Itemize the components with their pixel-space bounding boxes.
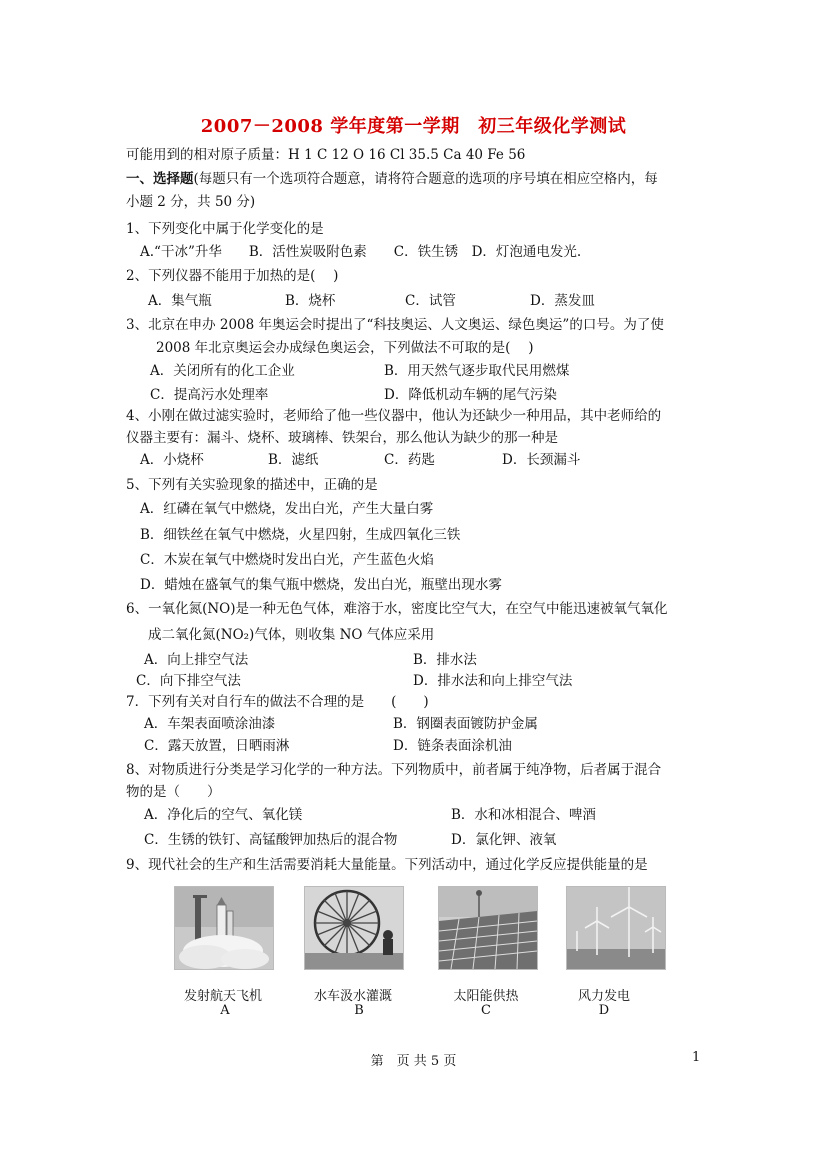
page-footer: 第 页 共 5 页 bbox=[370, 1054, 457, 1069]
q3-option-a: A．关闭所有的化工企业 bbox=[150, 363, 295, 379]
q6-option-b: B．排水法 bbox=[413, 652, 477, 668]
q2-option-b: B．烧杯 bbox=[285, 293, 336, 309]
q3-stem-line1: 3、北京在申办 2008 年奥运会时提出了“科技奥运、人文奥运、绿色奥运”的口号。为了使 bbox=[126, 317, 664, 333]
q4-option-a: A．小烧杯 bbox=[140, 452, 204, 468]
q6-option-a: A．向上排空气法 bbox=[144, 652, 249, 668]
q8-stem-line2: 物的是（ ） bbox=[126, 784, 221, 800]
section1-heading: 一、选择题 bbox=[126, 171, 194, 187]
q5-option-b: B．细铁丝在氧气中燃烧，火星四射，生成四氧化三铁 bbox=[140, 527, 461, 543]
q9-letter-a: A bbox=[220, 1003, 230, 1018]
q6-option-c: C．向下排空气法 bbox=[136, 673, 241, 689]
q2-option-c: C．试管 bbox=[405, 293, 456, 309]
q1-options: A.“干冰”升华 B．活性炭吸附色素 C．铁生锈 D．灯泡通电发光. bbox=[140, 244, 582, 260]
q5-stem: 5、下列有关实验现象的描述中，正确的是 bbox=[126, 477, 378, 493]
q8-option-a: A．净化后的空气、氧化镁 bbox=[144, 807, 303, 823]
q9-letter-c: C bbox=[481, 1003, 491, 1018]
space-shuttle-launch-image bbox=[174, 886, 274, 970]
atomic-masses-line: 可能用到的相对原子质量：H 1 C 12 O 16 Cl 35.5 Ca 40 Fe 56 bbox=[126, 147, 526, 163]
q7-stem: 7．下列有关对自行车的做法不合理的是 ( ) bbox=[126, 694, 429, 710]
q7-option-a: A．车架表面喷涂油漆 bbox=[144, 716, 276, 732]
q9-caption-b: 水车汲水灌溉 bbox=[313, 989, 392, 1004]
q3-option-c: C．提高污水处理率 bbox=[150, 387, 269, 403]
q9-letter-b: B bbox=[354, 1003, 364, 1018]
q3-option-b: B．用天然气逐步取代民用燃煤 bbox=[384, 363, 570, 379]
q9-stem: 9、现代社会的生产和生活需要消耗大量能量。下列活动中，通过化学反应提供能量的是 bbox=[126, 857, 648, 873]
section1-desc-line1: (每题只有一个选项符合题意，请将符合题意的选项的序号填在相应空格内，每 bbox=[193, 171, 658, 187]
q3-stem-line2: 2008 年北京奥运会办成绿色奥运会，下列做法不可取的是( ) bbox=[156, 340, 534, 356]
page-number: 1 bbox=[692, 1050, 701, 1065]
q5-option-a: A．红磷在氧气中燃烧，发出白光，产生大量白雾 bbox=[140, 501, 434, 517]
q1-stem: 1、下列变化中属于化学变化的是 bbox=[126, 221, 324, 237]
q8-option-c: C．生锈的铁钉、高锰酸钾加热后的混合物 bbox=[144, 832, 398, 848]
q2-option-d: D．蒸发皿 bbox=[530, 293, 595, 309]
q4-option-b: B．滤纸 bbox=[268, 452, 319, 468]
q9-caption-a: 发射航天飞机 bbox=[183, 989, 262, 1004]
q7-option-d: D．链条表面涂机油 bbox=[393, 738, 512, 754]
q3-option-d: D．降低机动车辆的尾气污染 bbox=[384, 387, 557, 403]
q6-stem-line2: 成二氧化氮(NO₂)气体，则收集 NO 气体应采用 bbox=[148, 627, 435, 643]
q8-stem-line1: 8、对物质进行分类是学习化学的一种方法。下列物质中，前者属于纯净物，后者属于混合 bbox=[126, 762, 662, 778]
q7-option-c: C．露天放置，日晒雨淋 bbox=[144, 738, 290, 754]
q4-stem-line1: 4、小刚在做过滤实验时，老师给了他一些仪器中，他认为还缺少一种用品，其中老师给的 bbox=[126, 408, 662, 424]
q7-option-b: B．钢圈表面镀防护金属 bbox=[393, 716, 538, 732]
water-wheel-image bbox=[304, 886, 404, 970]
q6-stem-line1: 6、一氧化氮(NO)是一种无色气体，难溶于水，密度比空气大，在空气中能迅速被氧气氧化 bbox=[126, 601, 668, 617]
q4-option-d: D．长颈漏斗 bbox=[502, 452, 581, 468]
q2-option-a: A．集气瓶 bbox=[148, 293, 212, 309]
q2-stem: 2、下列仪器不能用于加热的是( ) bbox=[126, 268, 339, 284]
q4-stem-line2: 仪器主要有：漏斗、烧杯、玻璃棒、铁架台，那么他认为缺少的那一种是 bbox=[126, 430, 558, 446]
wind-turbines-image bbox=[566, 886, 666, 970]
q6-option-d: D．排水法和向上排空气法 bbox=[413, 673, 573, 689]
q5-option-d: D．蜡烛在盛氧气的集气瓶中燃烧，发出白光，瓶壁出现水雾 bbox=[140, 577, 502, 593]
q5-option-c: C．木炭在氧气中燃烧时发出白光，产生蓝色火焰 bbox=[140, 552, 434, 568]
page-title: 2007－2008 学年度第一学期 初三年级化学测试 bbox=[200, 116, 627, 137]
q9-caption-c: 太阳能供热 bbox=[453, 989, 519, 1004]
q4-option-c: C．药匙 bbox=[384, 452, 435, 468]
q8-option-b: B．水和冰相混合、啤酒 bbox=[451, 807, 596, 823]
q9-caption-d: 风力发电 bbox=[577, 989, 630, 1004]
section1-header bbox=[126, 170, 658, 188]
solar-panels-image bbox=[438, 886, 538, 970]
q8-option-d: D．氯化钾、液氧 bbox=[451, 832, 557, 848]
q9-letter-d: D bbox=[598, 1003, 610, 1018]
section1-desc-line2: 小题 2 分，共 50 分) bbox=[126, 194, 256, 210]
